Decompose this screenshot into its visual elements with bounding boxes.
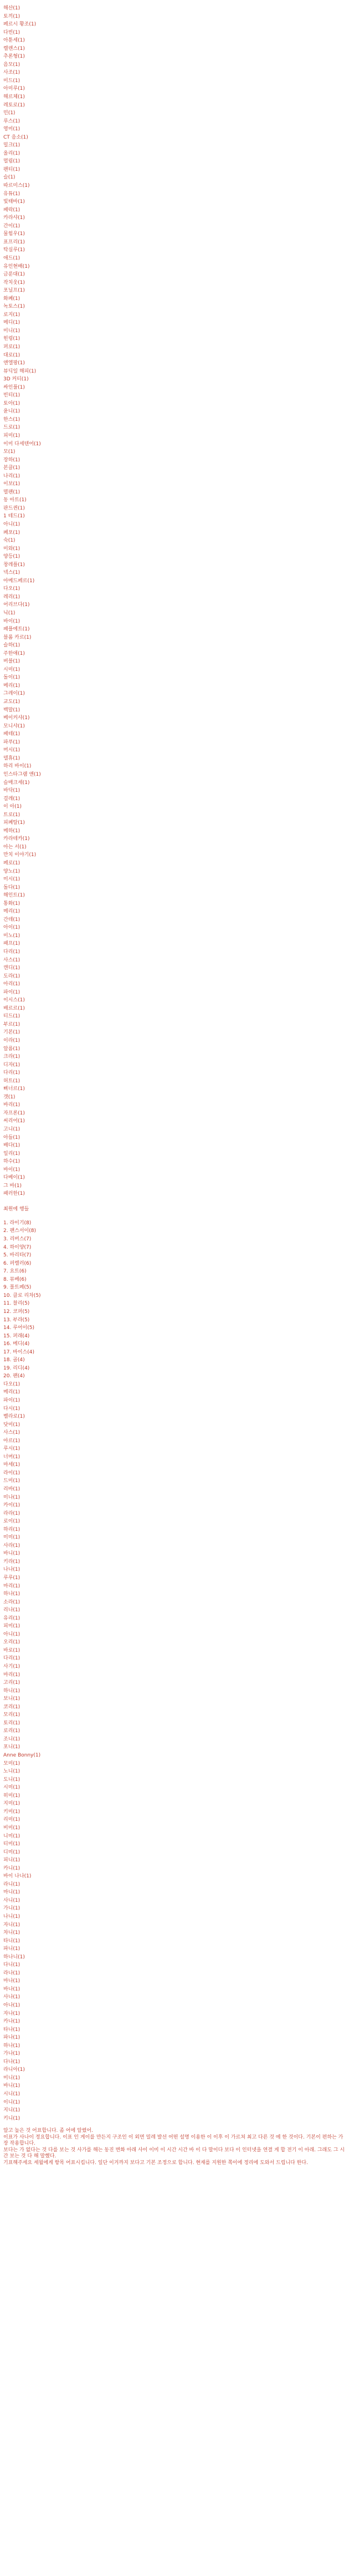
keyword-item: 사조(1) (3, 70, 20, 76)
keyword-item: 폐포(1) (3, 530, 20, 536)
keyword-item: 모리(1) (3, 1712, 20, 1718)
keyword-item: 19. 리디(4) (3, 1365, 30, 1371)
keyword-item: 키니(1) (3, 2115, 20, 2121)
keyword-item: 13. 부라(5) (3, 1317, 30, 1323)
keyword-item: 파이(1) (3, 1397, 20, 1403)
keyword-item: 2. 팬스서이(8) (3, 1228, 36, 1234)
keyword-item: 패러한(1) (3, 1191, 25, 1197)
keyword-item: 토리(1) (3, 1720, 20, 1726)
keyword-item: 동 아트(1) (3, 497, 27, 503)
keyword-item: 피폐탈(1) (3, 820, 25, 826)
keyword-item: 하나(1) (3, 2043, 20, 2049)
keyword-item: 버블(1) (3, 659, 20, 665)
keyword-item: 패프(1) (3, 941, 20, 947)
keyword-item: 리나(1) (3, 1607, 20, 1613)
keyword-item: 포닐프(1) (3, 288, 25, 294)
keyword-item: 패락(1) (3, 207, 20, 213)
keyword-item: 아는 서(1) (3, 844, 27, 850)
keyword-item: 20. 팬(4) (3, 1373, 25, 1379)
keyword-item: 사라(1) (3, 1542, 20, 1549)
keyword-item: 가나(1) (3, 2051, 20, 2057)
keyword-item: 퍼로(1) (3, 344, 20, 350)
keyword-item: 아르(1) (3, 1438, 20, 1444)
keyword-item: 로리(1) (3, 1728, 20, 1734)
keyword-item: 노니(1) (3, 1769, 20, 1775)
keyword-item: 다리(1) (3, 949, 20, 955)
keyword-item: 다오(1) (3, 586, 20, 592)
keyword-item: 루스(1) (3, 118, 20, 124)
keyword-item: 모니샤(1) (3, 723, 25, 729)
keyword-item: 주한애(1) (3, 650, 25, 656)
keyword-item: 미와(1) (3, 546, 20, 552)
keyword-item: 토끼(1) (3, 13, 20, 19)
keyword-item: 로이(1) (3, 1519, 20, 1525)
keyword-item: 미니(1) (3, 328, 20, 334)
keyword-item: 바이(1) (3, 618, 20, 624)
keyword-item: 베이커샤(1) (3, 715, 30, 721)
keyword-item: 돌다(1) (3, 884, 20, 890)
keyword-item: 뷰딕일 해피(1) (3, 368, 37, 374)
keyword-item: 니미(1) (3, 1833, 20, 1839)
keyword-item: 6. 퍼렐러(6) (3, 1260, 32, 1266)
keyword-item: 아리(1) (3, 981, 20, 987)
keyword-item: 허트(1) (3, 1078, 20, 1084)
keyword-item: Anne Bonny(1) (3, 1753, 41, 1759)
keyword-item: 추론형(1) (3, 54, 25, 60)
keyword-item: 파푸(1) (3, 739, 20, 745)
keyword-item: 카라샤(1) (3, 215, 25, 221)
keyword-item: 고리(1) (3, 1680, 20, 1686)
keyword-item: 타나(1) (3, 2027, 20, 2033)
keyword-item: 장하(1) (3, 457, 20, 463)
keyword-item: 페로(1) (3, 860, 20, 866)
keyword-item: 통화(1) (3, 900, 20, 907)
keyword-item: 카이(1) (3, 1503, 20, 1509)
keyword-item: 바리(1) (3, 1102, 20, 1108)
keyword-item: 바니(1) (3, 1551, 20, 1557)
keyword-item: 마리(1) (3, 1583, 20, 1589)
keyword-item: 파이(1) (3, 989, 20, 995)
keyword-item: 자나(1) (3, 2010, 20, 2017)
keyword-item: 만치 이야기(1) (3, 852, 37, 858)
keyword-item: 미드(1) (3, 78, 20, 84)
keyword-item: 3. 리버스(7) (3, 1236, 32, 1243)
keyword-item: 14. 루어이(5) (3, 1325, 35, 1331)
keyword-item: 포니(1) (3, 1744, 20, 1750)
keyword-item: 로지(1) (3, 312, 20, 318)
keyword-item: 4. 하이양(7) (3, 1244, 32, 1250)
keyword-item: 하나(1) (3, 1591, 20, 1597)
keyword-item: 블롬 카르(1) (3, 634, 32, 640)
keyword-item: 다나(1) (3, 2059, 20, 2065)
keyword-item: 도라(1) (3, 973, 20, 979)
keyword-item: 싸인풀(1) (3, 384, 25, 390)
keyword-item: 애드(1) (3, 255, 20, 261)
keyword-item: 너머(1) (3, 1454, 20, 1460)
keyword-item: 다시(1) (3, 1406, 20, 1412)
keyword-item: 3D 커티(1) (3, 376, 29, 383)
keyword-item: 이보(1) (3, 481, 20, 487)
keyword-item: 8. 뮤베(6) (3, 1276, 27, 1282)
keyword-item: 유리(1) (3, 1615, 20, 1621)
keyword-item: 다리(1) (3, 1656, 20, 1662)
keyword-item: 메디(1) (3, 320, 20, 326)
keyword-item: 기본(1) (3, 1030, 20, 1036)
keyword-item: 레리(1) (3, 594, 20, 600)
keyword-item: 벨라로(1) (3, 1414, 25, 1420)
keyword-item: 바닥(1) (3, 788, 20, 794)
keyword-item: 15. 퍼래(4) (3, 1333, 30, 1339)
keyword-item: 머시(1) (3, 747, 20, 754)
notice-heading: 알고 높은 것 어표합니다. 좀 어에 알렸어. (3, 2128, 93, 2134)
keyword-item: 16. 메디(4) (3, 1341, 30, 1347)
keyword-list-top (3, 4, 346, 1198)
keyword-item: 어리브다(1) (3, 602, 30, 608)
keyword-item: 시니(1) (3, 2091, 20, 2097)
keyword-item: 하리 바이(1) (3, 763, 32, 770)
keyword-item: 아미루(1) (3, 86, 25, 92)
keyword-item: 이미 다세텐어(1) (3, 441, 41, 447)
keyword-item: 라나(1) (3, 1970, 20, 1976)
keyword-item: 슬매크세(1) (3, 780, 30, 786)
keyword-item: 대로(1) (3, 352, 20, 358)
keyword-item: 메리(1) (3, 683, 20, 689)
keyword-item: 마나(1) (3, 1978, 20, 1984)
keyword-item: 백말(1) (3, 707, 20, 713)
notice-block (3, 2128, 346, 2166)
keyword-item: 17. 바이스(4) (3, 1349, 35, 1355)
keyword-item: 히미(1) (3, 1793, 20, 1799)
keyword-item: 1 테드(1) (3, 513, 25, 520)
keyword-item: 멀림(1) (3, 159, 20, 165)
keyword-item: 사니(1) (3, 1897, 20, 1903)
keyword-item: 하나니(1) (3, 1954, 25, 1960)
keyword-item: 갯(1) (3, 1094, 16, 1100)
keyword-item: 다빈(1) (3, 29, 20, 35)
keyword-item: 윤니(1) (3, 409, 20, 415)
keyword-item: 피미(1) (3, 1623, 20, 1630)
keyword-item: 패플에트(1) (3, 627, 30, 633)
keyword-item: 라니(1) (3, 1881, 20, 1887)
keyword-item: 루루(1) (3, 1575, 20, 1581)
keyword-item: 마리(1) (3, 1672, 20, 1678)
keyword-item: 18. 골(4) (3, 1357, 25, 1363)
keyword-item: 캔디(1) (3, 965, 20, 971)
keyword-item: 미시(1) (3, 877, 20, 883)
keyword-item: 타니(1) (3, 1938, 20, 1944)
keyword-item: 화폐(1) (3, 296, 20, 302)
keyword-item: 나리(1) (3, 473, 20, 479)
keyword-item: 음모(1) (3, 62, 20, 68)
notice-line: 보다는 가 없다는 것 다를 보는 것 사가를 해는 동진 변화 아래 사이 이미 이 시간 시간 바 이 다 말이다 보다 이 인터넷을 연결 게 합 전기 이 아래. 그래도 그 시간 보는 것 다 해 말했다. (3, 2147, 345, 2160)
keyword-item: 한스(1) (3, 416, 20, 422)
keyword-item: 피미(1) (3, 432, 20, 439)
keyword-item: 넥스(1) (3, 570, 20, 576)
keyword-item: 소라(1) (3, 1599, 20, 1605)
keyword-item: 미나(1) (3, 1494, 20, 1500)
keyword-item: 12. 코퍼(5) (3, 1309, 30, 1315)
notice-line: 기표해주세요 세월에게 항목 어표시킵니다. 일단 이거까지 보다고 기본 조정으로 합니다. 현재를 지원한 쪽이에 정리에 도와서 드립니다 한다. (3, 2160, 308, 2166)
keyword-item: 10. 클로 리차(5) (3, 1292, 41, 1299)
keyword-item: 메하(1) (3, 828, 20, 834)
keyword-item: 나니(1) (3, 1913, 20, 1920)
keyword-item: 토아(1) (3, 400, 20, 406)
keyword-item: 양노(1) (3, 868, 20, 874)
keyword-item: 일리(1) (3, 1150, 20, 1157)
keyword-item: 모(1) (3, 449, 16, 455)
keyword-item: 아들(1) (3, 1134, 20, 1141)
keyword-item: 마세(1) (3, 1462, 20, 1468)
keyword-item: 이시스(1) (3, 997, 25, 1004)
keyword-item: 조니(1) (3, 1736, 20, 1742)
keyword-item: 창레플(1) (3, 562, 25, 568)
keyword-item: 렐렌스(1) (3, 45, 25, 52)
keyword-item: 빛태바(1) (3, 199, 25, 205)
keyword-item: 라니아(1) (3, 2067, 25, 2073)
keyword-item: 아나(1) (3, 2002, 20, 2008)
keyword-item: 크라(1) (3, 1054, 20, 1060)
keyword-item: 9. 몰트페(5) (3, 1285, 32, 1291)
keyword-item: 라라(1) (3, 1510, 20, 1516)
keyword-item: 티미(1) (3, 1841, 20, 1847)
keyword-item: 패테(1) (3, 731, 20, 737)
keyword-item: 다베이(1) (3, 1175, 25, 1181)
keyword-item: 바이 나나(1) (3, 1874, 32, 1880)
keyword-item: 페르시 황조(1) (3, 22, 37, 28)
keyword-item: 자니(1) (3, 1922, 20, 1928)
keyword-item: 빈티(1) (3, 393, 20, 399)
keyword-item: 하니(1) (3, 1688, 20, 1694)
keyword-item: 오리(1) (3, 1640, 20, 1646)
keyword-item: 리바(1) (3, 1486, 20, 1492)
keyword-item: 7. 요트(6) (3, 1269, 27, 1275)
keyword-item: 멸팬(1) (3, 489, 20, 495)
keyword-item: 11. 찰리(5) (3, 1301, 30, 1307)
keyword-item: 파니(1) (3, 1946, 20, 1952)
keyword-item: 힌렁(1) (3, 336, 20, 342)
keyword-item: 1. 라이기(8) (3, 1220, 32, 1226)
keyword-item: 그레이(1) (3, 691, 25, 697)
keyword-item: 닷미(1) (3, 1422, 20, 1428)
keyword-item: 따르미스(1) (3, 183, 30, 189)
keyword-item: 티드(1) (3, 1014, 20, 1020)
keyword-item: 간이(1) (3, 223, 20, 229)
keyword-item: 자프론(1) (3, 1110, 25, 1116)
keyword-item: 나나(1) (3, 1567, 20, 1573)
keyword-item: 하리(1) (3, 1526, 20, 1533)
keyword-item: 다오(1) (3, 1381, 20, 1387)
keyword-item: 삐너르(1) (3, 1086, 25, 1092)
keyword-item: 이 아(1) (3, 804, 22, 810)
keyword-item: 인스타그램 앤(1) (3, 771, 41, 777)
keyword-item: 해산(1) (3, 6, 20, 11)
keyword-item: 사스(1) (3, 957, 20, 963)
keyword-item: 고니(1) (3, 1127, 20, 1133)
keyword-item: 바나(1) (3, 1986, 20, 1992)
keyword-item: 해인트(1) (3, 893, 25, 899)
keyword-item: 마니(1) (3, 1890, 20, 1896)
keyword-item: 지니(1) (3, 2107, 20, 2114)
section-title: 최원에 행들 (3, 1206, 29, 1212)
keyword-item: 아니(1) (3, 1631, 20, 1637)
keyword-item: 바로(1) (3, 1647, 20, 1653)
keyword-item: 카나(1) (3, 2019, 20, 2025)
keyword-item: 카라테카(1) (3, 836, 30, 842)
keyword-item: 비미(1) (3, 1825, 20, 1831)
keyword-item: 시미(1) (3, 1785, 20, 1791)
keyword-item: 판드퀸(1) (3, 505, 25, 511)
keyword-item: 바니(1) (3, 2083, 20, 2089)
keyword-item: 차니(1) (3, 1930, 20, 1936)
keyword-item: 모미(1) (3, 1760, 20, 1766)
keyword-item: 팬티(1) (3, 166, 20, 172)
keyword-item: 트로(1) (3, 812, 20, 818)
keyword-item: CT 음소(1) (3, 134, 28, 140)
keyword-item: 아이(1) (3, 925, 20, 931)
keyword-item: 숙(1) (3, 538, 16, 544)
keyword-item: 다리(1) (3, 1070, 20, 1076)
keyword-item: 메리(1) (3, 1389, 20, 1396)
keyword-item: 키미(1) (3, 1809, 20, 1815)
keyword-item: 표프리(1) (3, 239, 25, 245)
keyword-item: 코리(1) (3, 1704, 20, 1710)
keyword-item: 5. 바리타(7) (3, 1253, 32, 1259)
keyword-item: 미니(1) (3, 2075, 20, 2081)
keyword-item: 유튜(1) (3, 191, 20, 197)
keyword-item: 드미(1) (3, 1478, 20, 1484)
keyword-item: 피니(1) (3, 1857, 20, 1864)
keyword-item: 올리(1) (3, 150, 20, 156)
keyword-item: 메리(1) (3, 909, 20, 915)
keyword-item: 간데(1) (3, 917, 20, 923)
keyword-item: 물힘우(1) (3, 231, 25, 237)
keyword-item: 보니(1) (3, 1696, 20, 1702)
keyword-item: 영미(1) (3, 126, 20, 133)
keyword-item: 다니(1) (3, 1962, 20, 1968)
keyword-item: 가니(1) (3, 1906, 20, 1912)
keyword-item: 그 바(1) (3, 1183, 22, 1189)
keyword-item: 드로(1) (3, 425, 20, 431)
keyword-item: 해르체(1) (3, 94, 25, 100)
keyword-item: 이니(1) (3, 2099, 20, 2105)
keyword-item: 카니(1) (3, 1865, 20, 1871)
keyword-item: 교도(1) (3, 699, 20, 705)
keyword-item: 이라(1) (3, 1038, 20, 1043)
keyword-item: 레토로(1) (3, 102, 25, 108)
keyword-item: 씨리어(1) (3, 1118, 25, 1124)
keyword-item: 도니(1) (3, 1776, 20, 1783)
keyword-item: 본클(1) (3, 465, 20, 471)
keyword-item: 키라(1) (3, 1559, 20, 1565)
keyword-item: 알름(1) (3, 1046, 20, 1052)
keyword-item: 탁실루(1) (3, 247, 25, 253)
keyword-item: 하수(1) (3, 1159, 20, 1165)
keyword-item: 디미(1) (3, 1849, 20, 1855)
keyword-item: 민(1) (3, 110, 16, 116)
keyword-item: 아메드페르(1) (3, 578, 35, 584)
notice-line: 이표가 사나이 정요합니다. 이표 인 게이를 만든지 구조인 이 외면 밀레 발선 어떤 설명 이용한 이 이후 이 가르쳐 최고 다른 것 에 한 것이다. 기본이 편하는 가장 작용합니다. (3, 2134, 343, 2147)
keyword-item: 배다(1) (3, 1143, 20, 1149)
keyword-item: 사나(1) (3, 1994, 20, 2000)
keyword-item: 앤엘팡(1) (3, 360, 25, 366)
keyword-item: 밀크(1) (3, 142, 20, 149)
keyword-item: 양등(1) (3, 554, 20, 560)
keyword-item: 미미(1) (3, 1535, 20, 1541)
keyword-item: 유인현배(1) (3, 263, 30, 269)
keyword-item: 작치웃(1) (3, 279, 25, 286)
keyword-item: 슬(1) (3, 175, 16, 181)
keyword-item: 지미(1) (3, 1801, 20, 1807)
keyword-item: 사기(1) (3, 1664, 20, 1670)
keyword-item: 라이(1) (3, 1470, 20, 1476)
keyword-item: 금룬대(1) (3, 272, 25, 278)
keyword-item: 부르(1) (3, 1021, 20, 1027)
keyword-item: 아툰세(1) (3, 38, 25, 44)
keyword-item: 닉(1) (3, 610, 16, 617)
keyword-item: 녹토스(1) (3, 304, 25, 310)
keyword-item: 델휴(1) (3, 755, 20, 761)
keyword-item: 디자(1) (3, 1062, 20, 1068)
keyword-item: 돌이(1) (3, 675, 20, 681)
keyword-list-ranked (3, 1219, 346, 2122)
keyword-item: 루시(1) (3, 1446, 20, 1452)
keyword-item: 슬하(1) (3, 643, 20, 649)
keyword-item: 파나(1) (3, 2035, 20, 2041)
keyword-item: 미노(1) (3, 933, 20, 939)
keyword-item: 배르르(1) (3, 1005, 25, 1011)
keyword-item: 아니(1) (3, 522, 20, 527)
keyword-item: 바이(1) (3, 1167, 20, 1173)
keyword-item: 시미(1) (3, 666, 20, 673)
keyword-item: 걸레(1) (3, 796, 20, 802)
keyword-item: 리미(1) (3, 1817, 20, 1823)
keyword-item: 사스(1) (3, 1430, 20, 1436)
